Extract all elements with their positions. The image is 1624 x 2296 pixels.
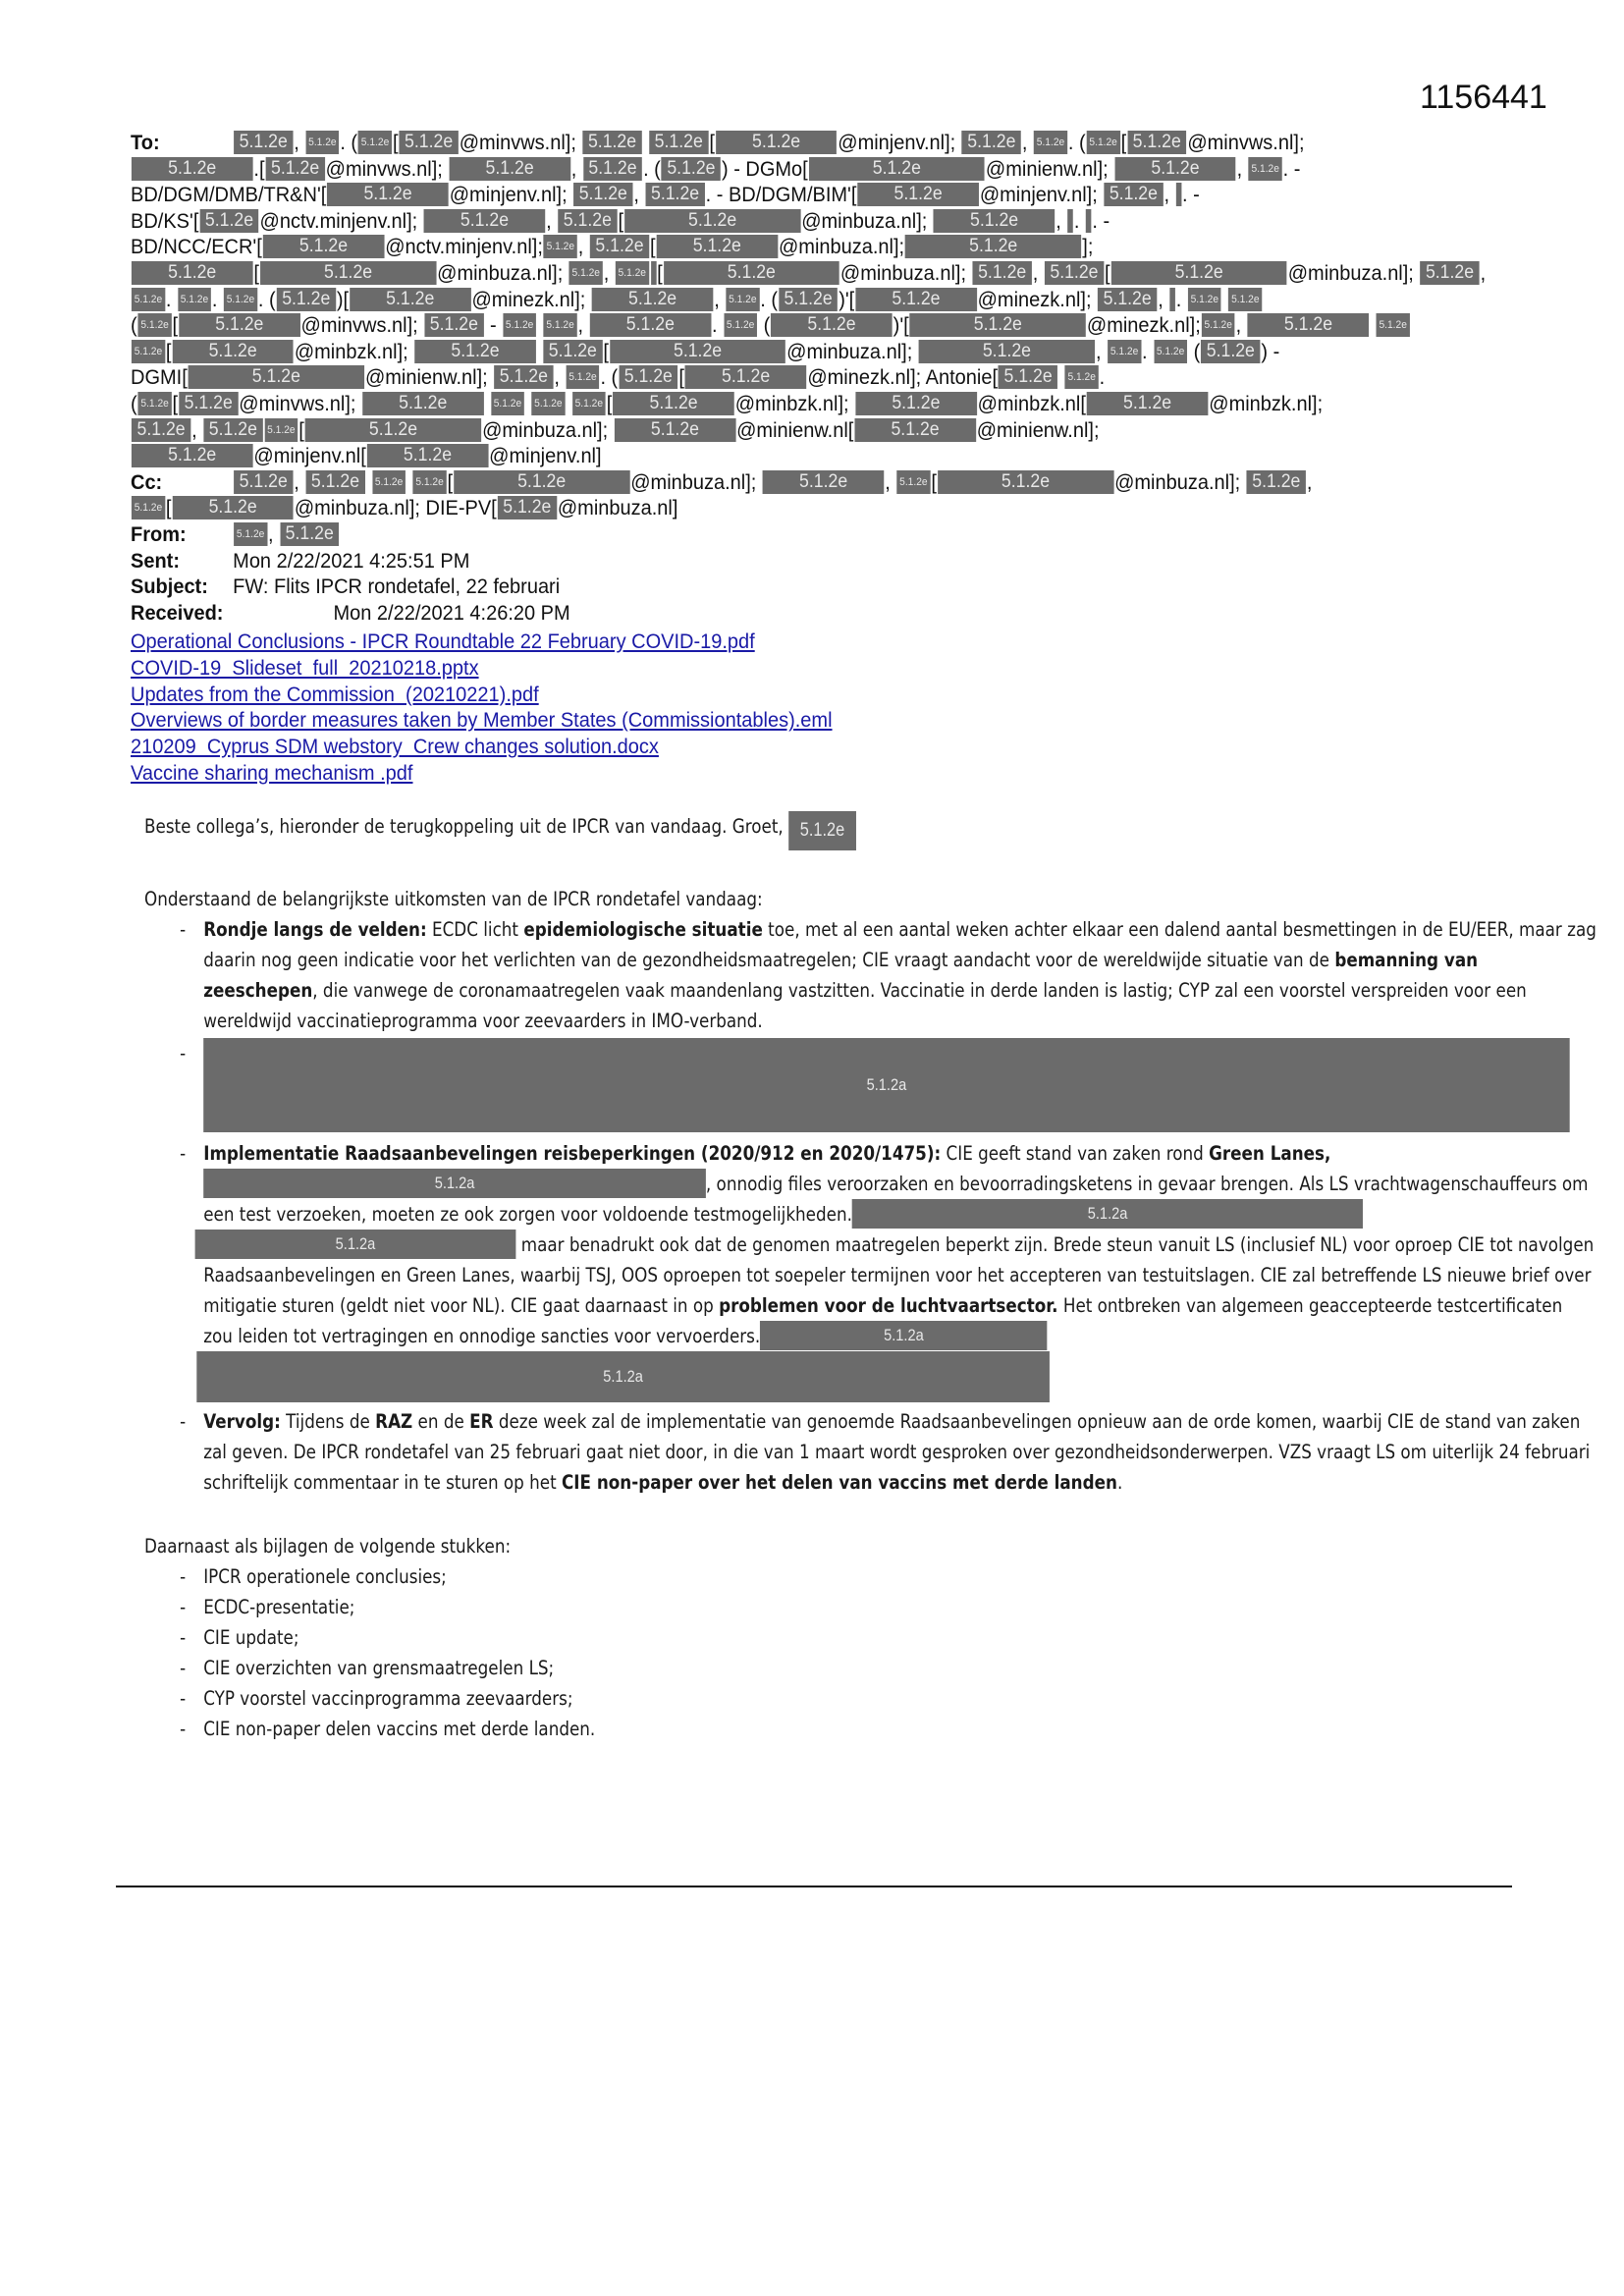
attachment-link[interactable]: Updates from the Commission_(20210221).pdf xyxy=(131,682,539,706)
text: . xyxy=(1116,1471,1123,1494)
redaction: 5.1.2a xyxy=(203,1169,706,1198)
email-domain: @minvws.nl]; xyxy=(300,313,418,338)
text: toe, met al een aantal weken achter elkaar een dalend aantal besmettingen in de EU/EER, maar zag daarin nog geen indicatie voor het verlichten van de gezondheidsmaatregelen; CIE vraagt aandacht voor de wereldwijde situatie van de xyxy=(203,918,1597,971)
attachment-item-text: CIE non-paper delen vaccins met derde landen. xyxy=(203,1718,596,1740)
attachment-link[interactable]: 210209_Cyprus SDM webstory_Crew changes solution.docx xyxy=(131,735,659,759)
redaction: 5.1.2e xyxy=(938,470,1113,494)
redaction: 5.1.2e xyxy=(454,470,629,494)
email-body xyxy=(144,811,1597,1744)
from-line: From: 5.1.2e , 5.1.2e xyxy=(131,521,1428,548)
email-domain: @minbuza.nl]; xyxy=(786,339,913,363)
redaction: 5.1.2e xyxy=(224,288,257,311)
redaction: 5.1.2e xyxy=(305,418,481,442)
bold-text: epidemiologische situatie xyxy=(523,918,763,941)
to-line-11: ( 5.1.2e [ 5.1.2e @minvws.nl]; 5.1.2e 5.1.2e 5.1.2e 5.1.2e [ 5.1.2e @minbzk.nl]; 5.1.2e @minbzk.nl[ 5.1.2e @minbzk.nl]; xyxy=(131,391,1324,415)
redaction: 5.1.2e xyxy=(779,288,838,311)
redaction: 5.1.2e xyxy=(1098,288,1157,311)
redaction: 5.1.2e xyxy=(999,365,1057,389)
redaction: 5.1.2e xyxy=(1087,392,1209,415)
to-line-5: BD/NCC/ECR'[ 5.1.2e @nctv.minjenv.nl]; 5.1.2e , 5.1.2e [ 5.1.2e @minbuza.nl]; 5.1.2e ]; xyxy=(131,235,1094,259)
redaction: 5.1.2e xyxy=(280,522,339,546)
email-domain: @minbuza.nl]; xyxy=(482,417,609,442)
redaction: 5.1.2e xyxy=(582,131,641,154)
bold-text: problemen voor de luchtvaartsector. xyxy=(719,1294,1058,1317)
sent-line xyxy=(131,548,1428,574)
redaction: 5.1.2e xyxy=(1108,340,1141,363)
cc-line-1: Cc: 5.1.2e , 5.1.2e 5.1.2e 5.1.2e [ 5.1.2e @minbuza.nl]; 5.1.2e , 5.1.2e [ 5.1.2e @minbuza.nl]; 5.1.2e , xyxy=(131,469,1313,494)
redaction: 5.1.2a xyxy=(760,1321,1047,1350)
bold-text: CIE non-paper over het delen van vaccins met derde landen xyxy=(562,1471,1117,1494)
redaction: 5.1.2e xyxy=(657,235,779,258)
redaction: 5.1.2e xyxy=(234,131,293,154)
redaction: 5.1.2e xyxy=(590,235,649,258)
bullet-dash: - xyxy=(180,1596,187,1618)
email-domain: @minjenv.nl[ xyxy=(253,444,366,468)
redaction: 5.1.2e xyxy=(260,261,436,285)
redaction: 5.1.2e xyxy=(1034,131,1067,154)
redaction: 5.1.2e xyxy=(277,288,336,311)
redaction: 5.1.2e xyxy=(179,313,300,337)
redaction: 5.1.2e xyxy=(716,131,838,154)
redaction: 5.1.2e xyxy=(857,183,979,206)
redaction: 5.1.2e xyxy=(367,444,489,467)
intro: Onderstaand de belangrijkste uitkomsten van de IPCR rondetafel vandaag: xyxy=(144,888,763,910)
email-domain: @minezk.nl]; xyxy=(1086,313,1201,338)
bullet-dash: - xyxy=(180,918,187,941)
bullet-dash: - xyxy=(180,1718,187,1740)
redaction: 5.1.2e xyxy=(910,313,1086,337)
attachment-item-text: CYP voorstel vaccinprogramma zeevaarders; xyxy=(203,1687,573,1710)
redaction: 5.1.2e xyxy=(788,811,856,850)
redaction: 5.1.2e xyxy=(234,522,267,546)
redaction: 5.1.2e xyxy=(1127,131,1186,154)
redaction: 5.1.2e xyxy=(616,261,649,285)
redaction: 5.1.2e xyxy=(138,392,172,415)
redaction: 5.1.2e xyxy=(649,131,708,154)
redaction: 5.1.2e xyxy=(414,340,536,363)
attachment-list-item xyxy=(144,1592,1326,1622)
recipient-text: @minbuza.nl]; DIE-PV[ xyxy=(294,496,497,520)
redaction: 5.1.2e xyxy=(624,209,800,233)
email-domain: @minjenv.nl]; xyxy=(979,183,1098,207)
redaction: 5.1.2e xyxy=(544,313,577,337)
recipient-text: BD/DGM/DMB/TR&N'[ xyxy=(131,183,327,207)
redaction: 5.1.2e xyxy=(172,340,294,363)
redaction: 5.1.2e xyxy=(1420,261,1479,285)
redaction: 5.1.2e xyxy=(973,261,1032,285)
text: CIE geeft stand van zaken rond xyxy=(941,1142,1210,1165)
redaction: 5.1.2e xyxy=(199,209,258,233)
email-domain: @minbuza.nl]; xyxy=(1287,260,1414,285)
to-line-8: ( 5.1.2e [ 5.1.2e @minvws.nl]; 5.1.2e - 5.1.2e 5.1.2e , 5.1.2e . 5.1.2e ( 5.1.2e )'[ 5.1.2e @minezk.nl]; 5.1.2e , 5.1.2e 5.1.2e xyxy=(131,312,1428,339)
redaction: 5.1.2e xyxy=(1154,340,1187,363)
redaction: 5.1.2e xyxy=(855,288,977,311)
attachment-list-item xyxy=(144,1622,1326,1653)
redaction: 5.1.2e xyxy=(569,261,603,285)
redaction: 5.1.2e xyxy=(592,288,714,311)
email-domain: @minienw.nl]; xyxy=(976,417,1100,442)
email-domain: @minbzk.nl]; xyxy=(294,339,408,363)
recipient-text: . - BD/DGM/BIM'[ xyxy=(705,183,857,207)
greeting-text: Beste collega’s, hieronder de terugkoppeling uit de IPCR van vandaag. Groet, xyxy=(144,815,784,838)
redaction: 5.1.2e xyxy=(896,470,930,494)
redaction: 5.1.2e xyxy=(558,209,617,233)
email-header xyxy=(131,130,1487,626)
attachment-list-item xyxy=(144,1561,1326,1592)
redaction xyxy=(1176,183,1182,206)
redaction: 5.1.2e xyxy=(1249,157,1282,181)
redaction: 5.1.2e xyxy=(854,418,976,442)
email-domain: @nctv.minjenv.nl]; xyxy=(385,235,543,259)
redaction: 5.1.2e xyxy=(809,157,985,181)
redaction: 5.1.2e xyxy=(132,340,165,363)
email-domain: @minbuza.nl]; xyxy=(437,260,564,285)
redaction: 5.1.2e xyxy=(645,183,704,206)
text: deze week zal de implementatie van genoemde Raadsaanbevelingen opnieuw aan de orde komen, waarbij CIE de stand van zaken zal geven. De IPCR rondetafel van 25 februari gaat niet door, in die van 1 maart wordt gesproken over gezondheidsonderwerpen. VZS vraagt LS om uiterlijk 24 februari schriftelijk commentaar in te sturen op het xyxy=(203,1410,1591,1494)
redaction: 5.1.2e xyxy=(962,131,1021,154)
redaction: 5.1.2e xyxy=(905,235,1081,258)
redaction: 5.1.2e xyxy=(1202,313,1235,337)
to-line-2: 5.1.2e .[ 5.1.2e @minvws.nl]; 5.1.2e , 5.1.2e . ( 5.1.2e ) - DGMo[ 5.1.2e @minienw.nl]; 5.1.2e , 5.1.2e . - xyxy=(131,156,1428,183)
redaction: 5.1.2e xyxy=(613,392,734,415)
to-line-9: 5.1.2e [ 5.1.2e @minbzk.nl]; 5.1.2e 5.1.2e [ 5.1.2e @minbuza.nl]; 5.1.2e , 5.1.2e . 5.1.2e ( 5.1.2e ) - xyxy=(131,339,1428,365)
redaction: 5.1.2e xyxy=(498,496,557,519)
redaction: 5.1.2e xyxy=(265,157,324,181)
redaction: 5.1.2e xyxy=(664,261,839,285)
document-number: 1156441 xyxy=(1420,79,1547,116)
to-line-4: BD/KS'[ 5.1.2e @nctv.minjenv.nl]; 5.1.2e , 5.1.2e [ 5.1.2e @minbuza.nl]; 5.1.2e , . . - xyxy=(131,208,1110,233)
bullet-dash: - xyxy=(180,1687,187,1710)
text: Tijdens de xyxy=(280,1410,376,1433)
redaction: 5.1.2e xyxy=(350,288,471,311)
email-domain: @minbuza.nl]; xyxy=(839,260,967,285)
cc-label: Cc: xyxy=(131,469,163,494)
redaction: 5.1.2e xyxy=(1377,313,1410,337)
email-domain: @nctv.minjenv.nl]; xyxy=(259,208,418,233)
attachment-link[interactable]: COVID-19_Slideset_full_20210218.pptx xyxy=(131,655,479,680)
redaction: 5.1.2e xyxy=(132,261,253,285)
redaction: 5.1.2e xyxy=(503,313,536,337)
redaction: 5.1.2e xyxy=(726,288,759,311)
text: , die vanwege de coronamaatregelen vaak maandenlang vastzitten. Vaccinatie in derde landen is lastig; CYP zal een voorstel verspreiden voor een wereldwijd vaccinatieprogramma voor zeevaarders in IMO-verband. xyxy=(203,979,1527,1032)
to-line-7: 5.1.2e . 5.1.2e . 5.1.2e . ( 5.1.2e )[ 5.1.2e @minezk.nl]; 5.1.2e , 5.1.2e . ( 5.1.2e )'[ 5.1.2e @minezk.nl]; 5.1.2e , . 5.1.2e 5.1.2e xyxy=(131,287,1428,313)
redaction: 5.1.2e xyxy=(424,313,483,337)
redaction: 5.1.2e xyxy=(1201,340,1260,363)
bullet-item xyxy=(144,1406,1597,1498)
attachment-item-text: CIE overzichten van grensmaatregelen LS; xyxy=(203,1657,555,1679)
redaction: 5.1.2e xyxy=(178,288,211,311)
email-domain: @minbuza.nl]; xyxy=(778,235,905,259)
to-line-1: To: 5.1.2e , 5.1.2e . ( 5.1.2e [ 5.1.2e @minvws.nl]; 5.1.2e 5.1.2e [ 5.1.2e @minjenv.nl]; 5.1.2e , 5.1.2e . ( 5.1.2e [ 5.1.2e @minvws.nl]; xyxy=(131,131,1305,154)
email-domain: @minienw.nl[ xyxy=(736,417,854,442)
redaction: 5.1.2e xyxy=(424,209,546,233)
redaction: 5.1.2e xyxy=(615,418,736,442)
redaction: 5.1.2e xyxy=(132,418,190,442)
redaction: 5.1.2e xyxy=(172,496,294,519)
redaction-block: 5.1.2a xyxy=(196,1351,1050,1402)
redaction: 5.1.2e xyxy=(203,418,262,442)
redaction: 5.1.2e xyxy=(399,131,458,154)
bold-text: ER xyxy=(469,1410,494,1433)
email-domain: @minbuza.nl] xyxy=(557,496,678,520)
recipient-text: @minezk.nl]; Antonie[ xyxy=(807,365,999,390)
cc-line-2: 5.1.2e [ 5.1.2e @minbuza.nl]; DIE-PV[ 5.1.2e @minbuza.nl] xyxy=(131,495,1428,521)
to-label: To: xyxy=(131,131,160,154)
redaction: 5.1.2e xyxy=(763,470,885,494)
bold-text: Implementatie Raadsaanbevelingen reisbeperkingen (2020/912 en 2020/1475): xyxy=(203,1142,942,1165)
redaction: 5.1.2e xyxy=(264,418,298,442)
redaction: 5.1.2e xyxy=(234,470,293,494)
redaction: 5.1.2a xyxy=(852,1199,1363,1229)
attachment-item-text: CIE update; xyxy=(203,1626,299,1649)
text: ECDC licht xyxy=(426,918,524,941)
bullet-dash: - xyxy=(180,1142,187,1165)
redaction xyxy=(1086,209,1092,233)
redaction: 5.1.2e xyxy=(1228,288,1262,311)
redaction: 5.1.2e xyxy=(934,209,1056,233)
email-domain: @minbzk.nl]; xyxy=(734,391,849,415)
redaction: 5.1.2e xyxy=(189,365,364,389)
email-domain: @minezk.nl]; xyxy=(977,287,1092,311)
text: Het ontbreken van algemeen geaccepteerde testcertificaten zou leiden tot vertragingen en onnodige sancties voor vervoerders. xyxy=(203,1294,1563,1347)
email-domain: @minbzk.nl[ xyxy=(977,391,1086,415)
to-line-13 xyxy=(131,443,1428,469)
redaction: 5.1.2e xyxy=(132,157,253,181)
redaction: 5.1.2e xyxy=(531,392,565,415)
horizontal-divider xyxy=(116,1886,1512,1887)
sent-label: Sent: xyxy=(131,548,180,573)
redaction: 5.1.2e xyxy=(449,157,570,181)
redaction: 5.1.2e xyxy=(132,444,253,467)
redaction: 5.1.2e xyxy=(855,392,977,415)
attachment-link[interactable]: Operational Conclusions - IPCR Roundtable 22 February COVID-19.pdf xyxy=(131,629,755,653)
redaction: 5.1.2e xyxy=(263,235,385,258)
text: en de xyxy=(412,1410,470,1433)
bullet-item xyxy=(144,914,1597,1036)
bold-text: bemanning van zeeschepen xyxy=(203,949,1479,1002)
redaction: 5.1.2e xyxy=(1087,131,1120,154)
bold-text: Rondje langs de velden: xyxy=(203,918,427,941)
bullet-dash: - xyxy=(180,1626,187,1649)
attachments-intro: Daarnaast als bijlagen de volgende stukken: xyxy=(144,1535,512,1558)
redaction: 5.1.2e xyxy=(771,313,893,337)
redaction: 5.1.2e xyxy=(573,183,632,206)
to-line-12: 5.1.2e , 5.1.2e 5.1.2e [ 5.1.2e @minbuza.nl]; 5.1.2e @minienw.nl[ 5.1.2e @minienw.nl]; xyxy=(131,417,1428,444)
redaction: 5.1.2e xyxy=(413,470,447,494)
redaction: 5.1.2e xyxy=(1111,261,1287,285)
email-domain: @minvws.nl]; xyxy=(459,131,576,154)
recipient-text: BD/KS'[ xyxy=(131,208,199,233)
redaction: 5.1.2e xyxy=(1248,313,1370,337)
redaction: 5.1.2e xyxy=(1104,183,1163,206)
email-domain: @minvws.nl]; xyxy=(1187,131,1305,154)
bold-text: Green Lanes, xyxy=(1209,1142,1331,1165)
email-domain: @minjenv.nl]; xyxy=(449,183,568,207)
redaction xyxy=(1067,209,1073,233)
attachment-item-text: IPCR operationele conclusies; xyxy=(203,1565,447,1588)
email-domain: @minbzk.nl]; xyxy=(1209,391,1324,415)
email-domain: @minbuza.nl]; xyxy=(801,208,928,233)
redaction: 5.1.2e xyxy=(685,365,807,389)
received-label: Received: xyxy=(131,600,224,625)
redaction: 5.1.2e xyxy=(132,288,165,311)
received-value: Mon 2/22/2021 4:26:20 PM xyxy=(333,600,570,625)
to-line-3: BD/DGM/DMB/TR&N'[ 5.1.2e @minjenv.nl]; 5.1.2e , 5.1.2e . - BD/DGM/BIM'[ 5.1.2e @minjenv.nl]; 5.1.2e , . - xyxy=(131,183,1200,207)
redaction: 5.1.2e xyxy=(494,365,553,389)
redaction: 5.1.2e xyxy=(1065,365,1099,389)
sent-value: Mon 2/22/2021 4:25:51 PM xyxy=(233,548,470,573)
redaction: 5.1.2e xyxy=(179,392,238,415)
redaction: 5.1.2e xyxy=(566,365,599,389)
redaction xyxy=(651,261,657,285)
bullet-dash: - xyxy=(180,1565,187,1588)
redaction: 5.1.2e xyxy=(662,157,721,181)
subject-label: Subject: xyxy=(131,574,208,599)
redaction: 5.1.2e xyxy=(619,365,677,389)
redaction: 5.1.2e xyxy=(919,340,1095,363)
email-domain: @minienw.nl]; xyxy=(985,156,1109,181)
email-domain: @minezk.nl]; xyxy=(471,287,586,311)
email-domain: @minjenv.nl]; xyxy=(838,131,956,154)
attachment-list-item xyxy=(144,1653,1326,1683)
bold-text: Vervolg: xyxy=(203,1410,281,1433)
text: maar benadrukt ook dat de genomen maatregelen beperkt zijn. Brede steun vanuit LS (inclusief NL) voor oproep CIE tot navolgen Raadsaanbevelingen en Green Lanes, waarbij TSJ, OOS oproepen tot soepeler termijnen voor het accepteren van testuitslagen. CIE zal betreffende LS nieuwe brief over mitigatie sturen (geldt niet voor NL). CIE gaat daarnaast in op xyxy=(203,1233,1595,1317)
attachment-link[interactable]: Vaccine sharing mechanism .pdf xyxy=(131,760,413,785)
received-line xyxy=(131,600,1428,627)
bullet-dash: - xyxy=(180,1657,187,1679)
redaction: 5.1.2e xyxy=(327,183,449,206)
from-label: From: xyxy=(131,521,187,546)
bullet-item-redacted xyxy=(144,1038,1597,1132)
attachment-list-item xyxy=(144,1683,1326,1714)
recipient-text: ) - DGMo[ xyxy=(721,156,808,181)
attachment-list-item xyxy=(144,1714,1326,1744)
recipient-text: DGMI[ xyxy=(131,365,188,390)
redaction: 5.1.2e xyxy=(132,496,165,519)
to-line-10: DGMI[ 5.1.2e @minienw.nl]; 5.1.2e , 5.1.2e . ( 5.1.2e [ 5.1.2e @minezk.nl]; Antonie[ 5.1.2e 5.1.2e . xyxy=(131,365,1106,390)
email-domain: @minvws.nl]; xyxy=(325,156,443,181)
redaction: 5.1.2e xyxy=(724,313,757,337)
redaction: 5.1.2e xyxy=(1188,288,1221,311)
email-domain: @minienw.nl]; xyxy=(364,365,488,390)
bullet-dash: - xyxy=(180,1042,187,1065)
email-domain: @minvws.nl]; xyxy=(239,391,356,415)
redaction: 5.1.2a xyxy=(195,1230,516,1259)
redaction: 5.1.2e xyxy=(305,131,339,154)
redaction: 5.1.2e xyxy=(1114,157,1236,181)
bullet-dash: - xyxy=(180,1410,187,1433)
to-line-6: 5.1.2e [ 5.1.2e @minbuza.nl]; 5.1.2e , 5.1.2e [ 5.1.2e @minbuza.nl]; 5.1.2e , 5.1.2e [ 5.1.2e @minbuza.nl]; 5.1.2e , xyxy=(131,260,1428,287)
redaction: 5.1.2e xyxy=(305,470,364,494)
redaction: 5.1.2e xyxy=(1247,470,1306,494)
email-domain: @minbuza.nl]; xyxy=(1114,469,1241,494)
redaction: 5.1.2e xyxy=(583,157,642,181)
redaction: 5.1.2e xyxy=(590,313,712,337)
email-domain: @minjenv.nl] xyxy=(489,444,602,468)
redaction: 5.1.2e xyxy=(491,392,524,415)
text: , onnodig files veroorzaken en bevoorradingsketens in gevaar brengen. Als LS vrachtwagenschauffeurs om een test verzoeken, moeten ze ook zorgen voor voldoende testmogelijkheden. xyxy=(203,1173,1589,1226)
redaction: 5.1.2e xyxy=(138,313,172,337)
bold-text: RAZ xyxy=(375,1410,413,1433)
attachment-link[interactable]: Overviews of border measures taken by Member States (Commissiontables).eml xyxy=(131,708,833,733)
attachment-links xyxy=(131,629,833,787)
bullet-item xyxy=(144,1138,1597,1402)
email-domain: @minbuza.nl]; xyxy=(630,469,757,494)
redaction: 5.1.2e xyxy=(372,470,406,494)
subject-value: FW: Flits IPCR rondetafel, 22 februari xyxy=(233,574,561,599)
redaction: 5.1.2e xyxy=(358,131,392,154)
attachment-item-text: ECDC-presentatie; xyxy=(203,1596,355,1618)
redaction: 5.1.2e xyxy=(543,340,602,363)
redaction-block: 5.1.2a xyxy=(203,1038,1569,1132)
redaction: 5.1.2e xyxy=(610,340,785,363)
recipient-text: BD/NCC/ECR'[ xyxy=(131,235,262,259)
redaction: 5.1.2e xyxy=(1045,261,1104,285)
redaction xyxy=(1169,288,1175,311)
redaction: 5.1.2e xyxy=(572,392,606,415)
subject-line xyxy=(131,574,1428,600)
greeting xyxy=(144,811,1326,850)
redaction: 5.1.2e xyxy=(362,392,484,415)
redaction: 5.1.2e xyxy=(544,235,577,258)
